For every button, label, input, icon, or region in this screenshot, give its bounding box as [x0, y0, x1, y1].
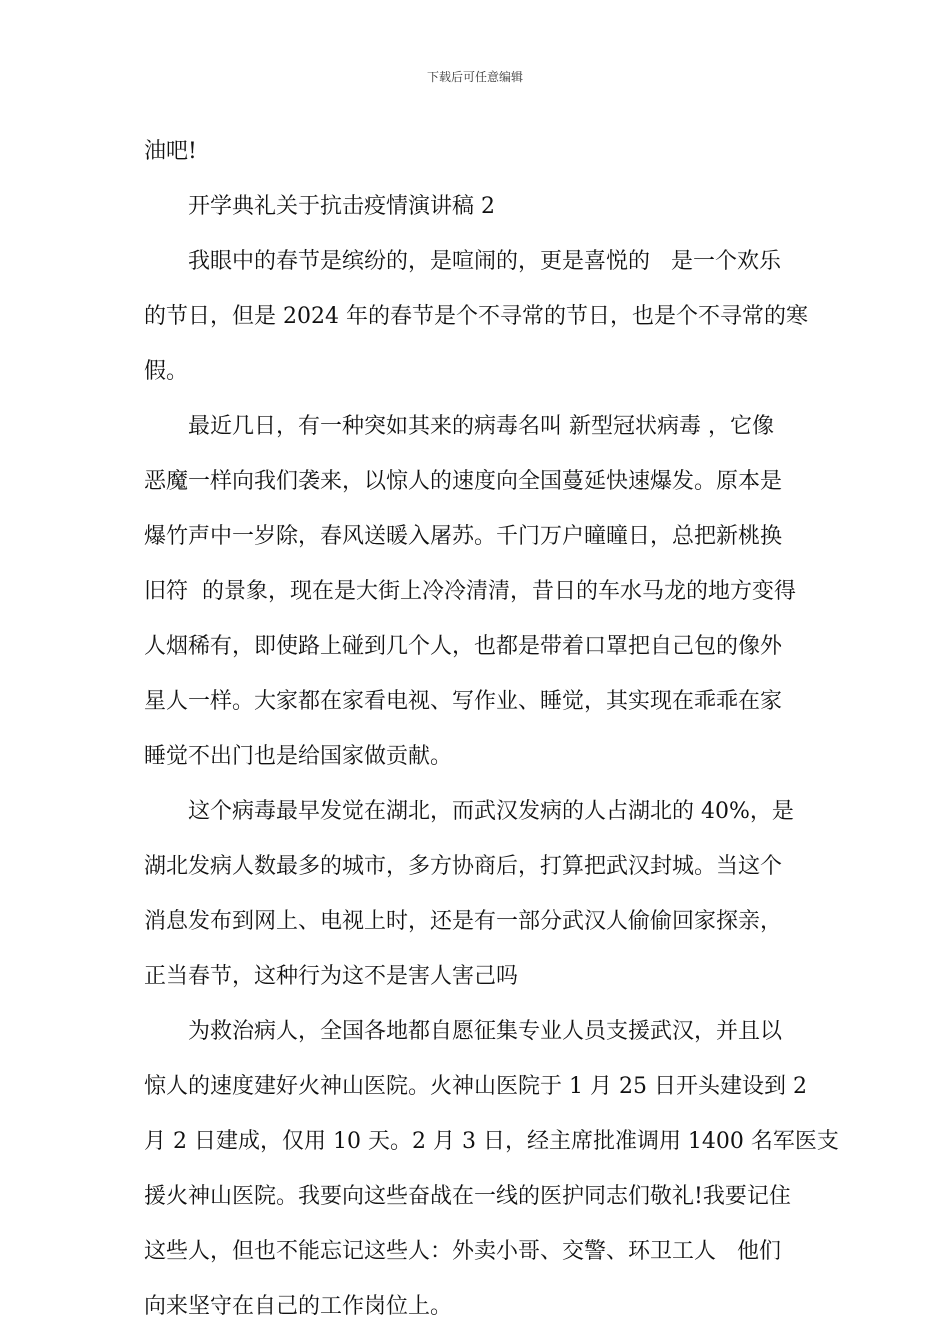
- text-line: 油吧!: [144, 139, 197, 164]
- text-line: 假。: [144, 359, 189, 384]
- text-line: 向来坚守在自己的工作岗位上。: [144, 1294, 453, 1319]
- text-line: 睡觉不出门也是给国家做贡献。: [144, 744, 453, 769]
- text-line: 最近几日，有一种突如其来的病毒名叫 新型冠状病毒 ，它像: [188, 414, 774, 439]
- text-line: 这个病毒最早发觉在湖北，而武汉发病的人占湖北的 40%，是: [188, 799, 794, 824]
- section-heading: 开学典礼关于抗击疫情演讲稿 2: [188, 194, 495, 219]
- text-line: 人烟稀有，即使路上碰到几个人，也都是带着口罩把自己包的像外: [144, 634, 783, 659]
- page-header-note: 下载后可任意编辑: [426, 70, 523, 84]
- text-line: 惊人的速度建好火神山医院。火神山医院于 1 月 25 日开头建设到 2: [144, 1074, 807, 1099]
- text-line: 这些人，但也不能忘记这些人：外卖小哥、交警、环卫工人 他们: [144, 1239, 781, 1264]
- text-line: 我眼中的春节是缤纷的，是喧闹的，更是喜悦的 是一个欢乐: [188, 249, 781, 274]
- text-line: 消息发布到网上、电视上时，还是有一部分武汉人偷偷回家探亲，: [144, 909, 783, 934]
- text-line: 月 2 日建成，仅用 10 天。2 月 3 日，经主席批准调用 1400 名军医支: [144, 1129, 839, 1154]
- text-line: 正当春节，这种行为这不是害人害己吗: [144, 964, 519, 989]
- text-line: 爆竹声中一岁除，春风送暖入屠苏。千门万户曈曈日，总把新桃换: [144, 524, 783, 549]
- text-line: 恶魔一样向我们袭来，以惊人的速度向全国蔓延快速爆发。原本是: [144, 469, 783, 494]
- text-line: 为救治病人，全国各地都自愿征集专业人员支援武汉，并且以: [188, 1019, 783, 1044]
- text-line: 的节日，但是 2024 年的春节是个不寻常的节日，也是个不寻常的寒: [144, 304, 808, 329]
- text-line: 湖北发病人数最多的城市，多方协商后，打算把武汉封城。当这个: [144, 854, 783, 879]
- text-line: 旧符 的景象，现在是大街上冷冷清清，昔日的车水马龙的地方变得: [144, 579, 796, 604]
- document-body: [144, 124, 839, 1334]
- text-line: 星人一样。大家都在家看电视、写作业、睡觉，其实现在乖乖在家: [144, 689, 783, 714]
- text-line: 援火神山医院。我要向这些奋战在一线的医护同志们敬礼!我要记住: [144, 1184, 791, 1209]
